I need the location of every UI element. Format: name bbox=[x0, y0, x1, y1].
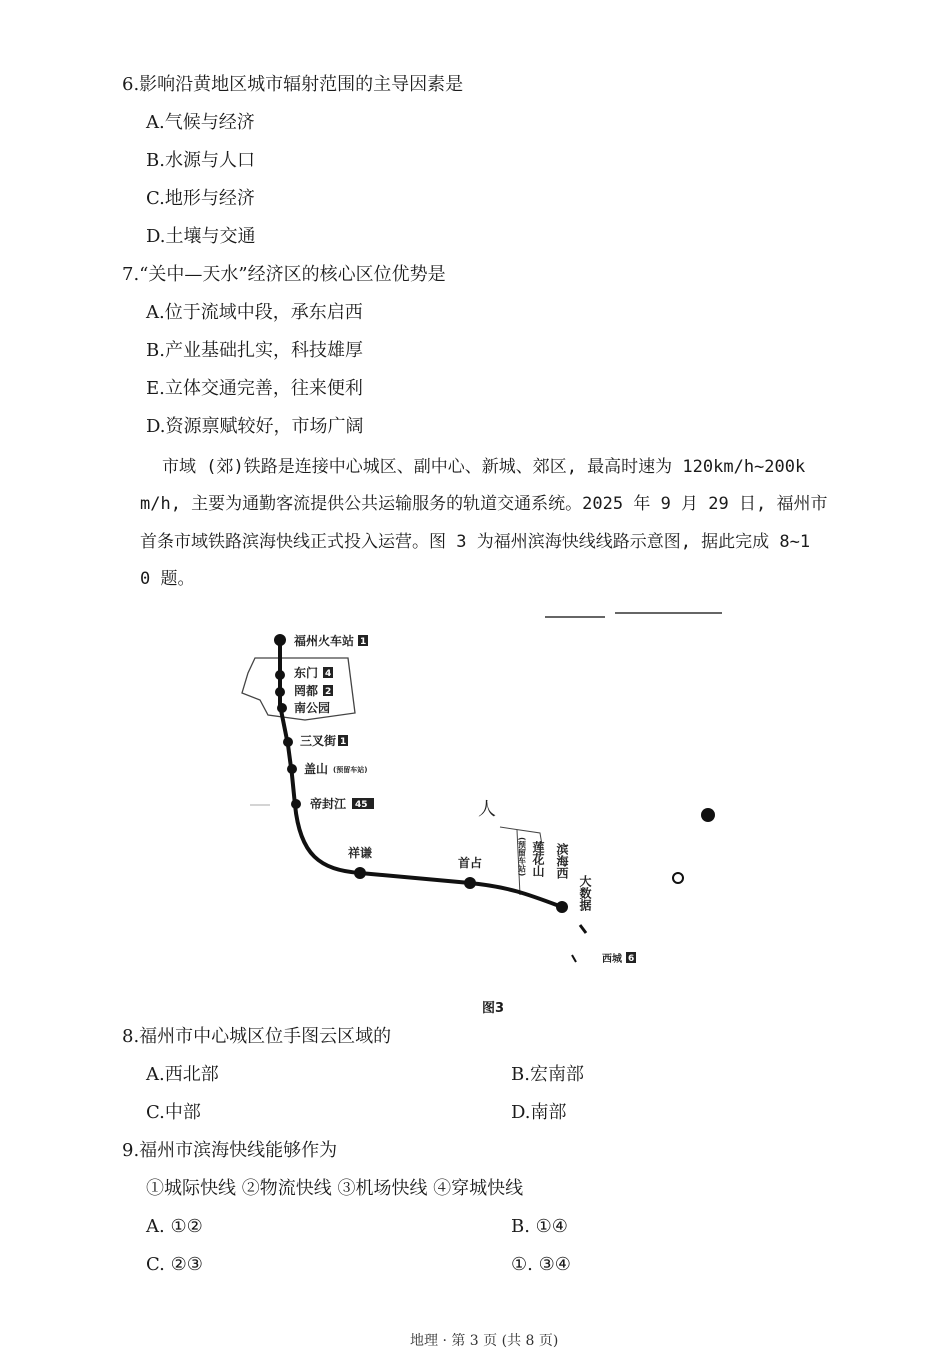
q7-stem: 7.“关中—天水”经济区的核心区位优势是 bbox=[122, 264, 446, 285]
q6-stem: 6.影响沿黄地区城市辐射范围的主导因素是 bbox=[122, 74, 464, 95]
passage-line-1: 市域 (郊)铁路是连接中心城区、副中心、新城、郊区, 最高时速为 120km/h~200k bbox=[162, 457, 806, 477]
extension-mark bbox=[572, 955, 576, 962]
passage-line-2: m/h, 主要为通勤客流提供公共运输服务的轨道交通系统。2025 年 9 月 29 日, 福州市 bbox=[140, 494, 828, 514]
q9-option-b[interactable]: B. ①④ bbox=[511, 1216, 568, 1237]
station-label: 罔都 bbox=[294, 684, 319, 698]
q8-stem: 8.福州市中心城区位手图云区域的 bbox=[122, 1026, 392, 1047]
map-blot bbox=[673, 873, 683, 883]
station-label: 大数据 bbox=[578, 875, 592, 911]
station-dot-dashuju bbox=[556, 901, 568, 913]
station-dot-shouzhan bbox=[464, 877, 476, 889]
station-dot-gaishan bbox=[287, 764, 297, 774]
page-footer: 地理 · 第 3 页 (共 8 页) bbox=[410, 1333, 559, 1349]
map-blot bbox=[701, 808, 715, 822]
q8-option-c[interactable]: C.中部 bbox=[146, 1102, 201, 1123]
passage-line-3: 首条市域铁路滨海快线正式投入运营。图 3 为福州滨海快线线路示意图, 据此完成 8~1 bbox=[140, 532, 811, 552]
station-label: 南公园 bbox=[294, 701, 331, 715]
station-dot-nangongyuan bbox=[277, 703, 287, 713]
q6-option-b[interactable]: B.水源与人口 bbox=[146, 150, 255, 171]
station-label: 盖山 bbox=[304, 762, 329, 776]
station-dot-sanchajie bbox=[283, 737, 293, 747]
figure-caption: 图3 bbox=[482, 1001, 505, 1016]
q6-option-d[interactable]: D.土壤与交通 bbox=[146, 226, 256, 247]
station-label: 东门 bbox=[294, 666, 319, 680]
q8-option-a[interactable]: A.西北部 bbox=[146, 1064, 219, 1085]
q7-option-e[interactable]: E.立体交通完善，往来便利 bbox=[146, 378, 363, 399]
station-note: (预留车站) bbox=[333, 766, 368, 774]
station-dot-xiangqian bbox=[354, 867, 366, 879]
station-label: 首占 bbox=[458, 856, 483, 870]
station-label: 莲花山 bbox=[531, 841, 545, 877]
q9-option-c[interactable]: C. ②③ bbox=[146, 1254, 203, 1275]
station-dot-fuzhou bbox=[274, 634, 286, 646]
line-badge-text: 45 bbox=[355, 800, 368, 810]
station-label: 西城 bbox=[602, 954, 622, 965]
q7-option-b[interactable]: B.产业基础扎实，科技雄厚 bbox=[146, 340, 363, 361]
q9-stem: 9.福州市滨海快线能够作为 bbox=[122, 1140, 338, 1161]
stray-mark: 人 bbox=[478, 799, 496, 820]
line-badge-text: 4 bbox=[325, 669, 332, 679]
station-dot-difengjiang bbox=[291, 799, 301, 809]
line-badge-text: 6 bbox=[628, 954, 635, 964]
q9-items: ①城际快线 ②物流快线 ③机场快线 ④穿城快线 bbox=[146, 1178, 524, 1199]
station-label: 三叉街 bbox=[300, 734, 337, 748]
line-badge-text: 1 bbox=[340, 737, 347, 747]
station-label: 祥谦 bbox=[348, 846, 373, 860]
binhai-line-map bbox=[230, 605, 730, 1000]
station-dot-wangdu bbox=[275, 687, 285, 697]
q6-option-a[interactable]: A.气候与经济 bbox=[146, 112, 255, 133]
station-note: (预留车站) bbox=[517, 837, 527, 877]
q7-option-d[interactable]: D.资源禀赋较好，市场广阔 bbox=[146, 416, 364, 437]
q9-option-a[interactable]: A. ①② bbox=[146, 1216, 203, 1237]
q9-option-d[interactable]: ①. ③④ bbox=[511, 1254, 571, 1275]
passage-line-4: 0 题。 bbox=[140, 569, 195, 589]
line-badge-text: 2 bbox=[325, 687, 332, 697]
extension-mark bbox=[580, 925, 586, 933]
q7-option-a[interactable]: A.位于流域中段，承东启西 bbox=[146, 302, 363, 323]
station-dot-dongmen bbox=[275, 670, 285, 680]
line-badge-text: 1 bbox=[360, 637, 367, 647]
q8-option-b[interactable]: B.宏南部 bbox=[511, 1064, 584, 1085]
q6-option-c[interactable]: C.地形与经济 bbox=[146, 188, 255, 209]
q8-option-d[interactable]: D.南部 bbox=[511, 1102, 567, 1123]
station-label: 滨海西 bbox=[555, 843, 569, 879]
station-label: 福州火车站 bbox=[294, 634, 355, 648]
station-label: 帝封江 bbox=[310, 797, 347, 811]
